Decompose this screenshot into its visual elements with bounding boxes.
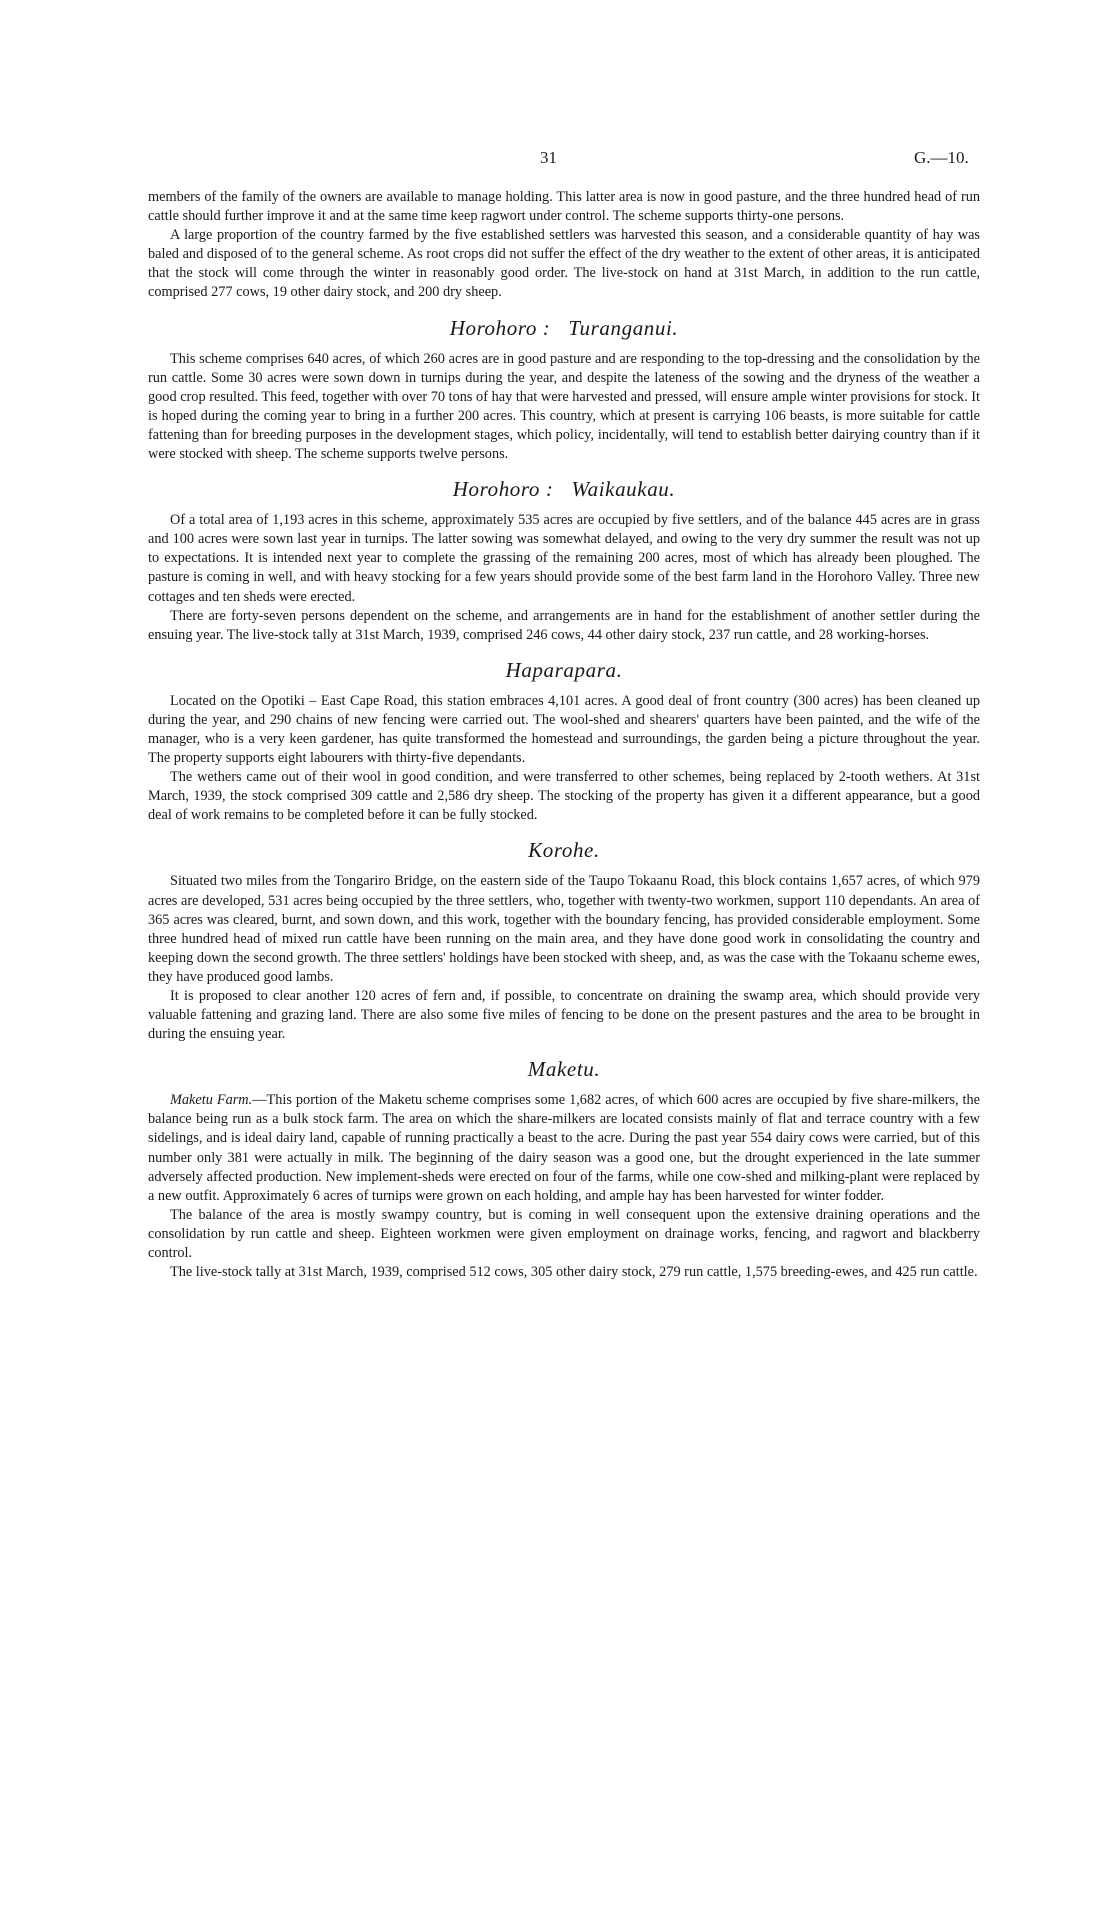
page-number: 31 (540, 148, 557, 167)
paragraph: This scheme comprises 640 acres, of which 260 acres are in good pasture and are responding to the top-dressing and the consolidation by the run cattle. Some 30 acres were sown down in turnips during the year, and despite the lateness of the sowing and the dryness of the weather a good crop resulted. This feed, together with over 70 tons of hay that were harvested and pressed, will ensure ample winter provisions for stock. It is hoped during the coming year to bring in a further 200 acres. This country, which at present is carrying 106 beasts, is more suitable for cattle fattening than for breeding purposes in the development stages, which policy, incidentally, will tend to establish better dairying country than if it were stocked with sheep. The scheme supports twelve persons. (148, 350, 980, 463)
section-heading: Maketu. (527, 1057, 601, 1082)
paragraph: The live-stock tally at 31st March, 1939, comprised 512 cows, 305 other dairy stock, 279 run cattle, 1,575 breeding-ewes, and 425 run cattle. (170, 1264, 978, 1281)
section-maketu (148, 1057, 980, 1282)
paragraph: A large proportion of the country farmed by the five established settlers was harvested this season, and a considerable quantity of hay was baled and disposed of to the general scheme. As root crops did not suffer the effect of the dry weather to the extent of other areas, it is anticipated that the stock will come through the winter in reasonably good order. The live-stock on hand at 31st March, in addition to the run cattle, comprised 277 cows, 19 other dairy stock, and 200 dry sheep. (148, 227, 980, 301)
section-heading-right: Waikaukau. (571, 477, 676, 502)
section-heading (148, 316, 980, 340)
section-haparapara (148, 658, 980, 826)
paragraph: members of the family of the owners are available to manage holding. This latter area is now in good pasture, and the three hundred head of run cattle should further improve it and at the same time keep ragwort under control. The scheme supports thirty-one persons. (148, 189, 980, 225)
section-heading: Haparapara. (505, 657, 623, 682)
paragraph: Of a total area of 1,193 acres in this scheme, approximately 535 acres are occupied by five settlers, and of the balance 445 acres are in grass and 100 acres were sown last year in turnips. The latter sowing was somewhat delayed, and owing to the very dry summer the result was not up to expectations. It is intended next year to complete the grassing of the remaining 200 acres, most of which has already been ploughed. The pasture is coming in well, and with heavy stocking for a few years should provide some of the best farm land in the Horohoro Valley. Three new cottages and ten sheds were erected. (148, 512, 980, 605)
paragraph: Situated two miles from the Tongariro Bridge, on the eastern side of the Taupo Tokaanu Road, this block contains 1,657 acres, of which 979 acres are developed, 531 acres being occupied by the three settlers, who, together with twenty-two workmen, support 110 dependants. An area of 365 acres was cleared, burnt, and sown down, and this work, together with the boundary fencing, has provided considerable employment. Some three hundred head of mixed run cattle have been running on the main area, and they have done good work in consolidating the country and keeping down the second growth. The three settlers' holdings have been stocked with sheep, and, as was the case with the Tokaanu scheme ewes, they have produced good lambs. (148, 873, 980, 985)
run-in-heading: Maketu Farm. (170, 1092, 253, 1109)
page-body (148, 188, 980, 1282)
paragraph: Located on the Opotiki – East Cape Road, this station embraces 4,101 acres. A good deal of front country (300 acres) has been cleaned up during the year, and 290 chains of new fencing were carried out. The wool-shed and shearers' quarters have been painted, and the wife of the manager, who is a very keen gardener, has quite transformed the homestead and surroundings, the garden being a picture throughout the year. The property supports eight labourers with thirty-five dependants. (148, 692, 980, 767)
page-header (0, 148, 1114, 172)
paragraph: There are forty-seven persons dependent on the scheme, and arrangements are in hand for the establishment of another settler during the ensuing year. The live-stock tally at 31st March, 1939, comprised 246 cows, 44 other dairy stock, 237 run cattle, and 28 working-horses. (148, 607, 980, 643)
section-heading: Korohe. (528, 838, 600, 863)
section-heading-left: Horohoro : (452, 477, 554, 502)
paragraph (148, 1091, 980, 1206)
section-korohe (148, 838, 980, 1044)
section-horohoro-turanganui (148, 316, 980, 465)
section-horohoro-waikaukau (148, 477, 980, 645)
paragraph: It is proposed to clear another 120 acres of fern and, if possible, to concentrate on draining the swamp area, which should provide very valuable fattening and grazing land. There are also some five miles of fencing to be done on the present pastures and the area to be brought in during the ensuing year. (148, 988, 980, 1043)
paragraph: The wethers came out of their wool in good condition, and were transferred to other schemes, being replaced by 2-tooth wethers. At 31st March, 1939, the stock comprised 309 cattle and 2,586 dry sheep. The stocking of the property has given it a different appearance, but a good deal of work remains to be completed before it can be fully stocked. (148, 769, 980, 824)
paragraph-text: —This portion of the Maketu scheme comprises some 1,682 acres, of which 600 acres are occupied by five share-milkers, the balance being run as a bulk stock farm. The area on which the share-milkers are located consists mainly of flat and terrace country with a few sidelings, and is ideal dairy land, capable of running practically a beast to the acre. During the past year 554 dairy cows were carried, but of this number only 381 were actually in milk. The beginning of the dairy season was a good one, but the drought experienced in the late summer adversely affected production. New implement-sheds were erected on four of the farms, while one cow-shed and milking-plant were replaced by a new outfit. Approximately 6 acres of turnips were grown on each holding, and ample hay has been harvested for winter fodder. (148, 1092, 980, 1204)
section-heading-left: Horohoro : (449, 315, 551, 340)
section-heading-right: Turanganui. (568, 315, 679, 340)
section-heading (148, 477, 980, 501)
section-continued (148, 188, 980, 303)
series-code: G.—10. (914, 148, 969, 167)
paragraph: The balance of the area is mostly swampy country, but is coming in well consequent upon the extensive draining operations and the consolidation by run cattle and sheep. Eighteen workmen were given employment on drainage works, fencing, and ragwort and blackberry control. (148, 1206, 980, 1262)
